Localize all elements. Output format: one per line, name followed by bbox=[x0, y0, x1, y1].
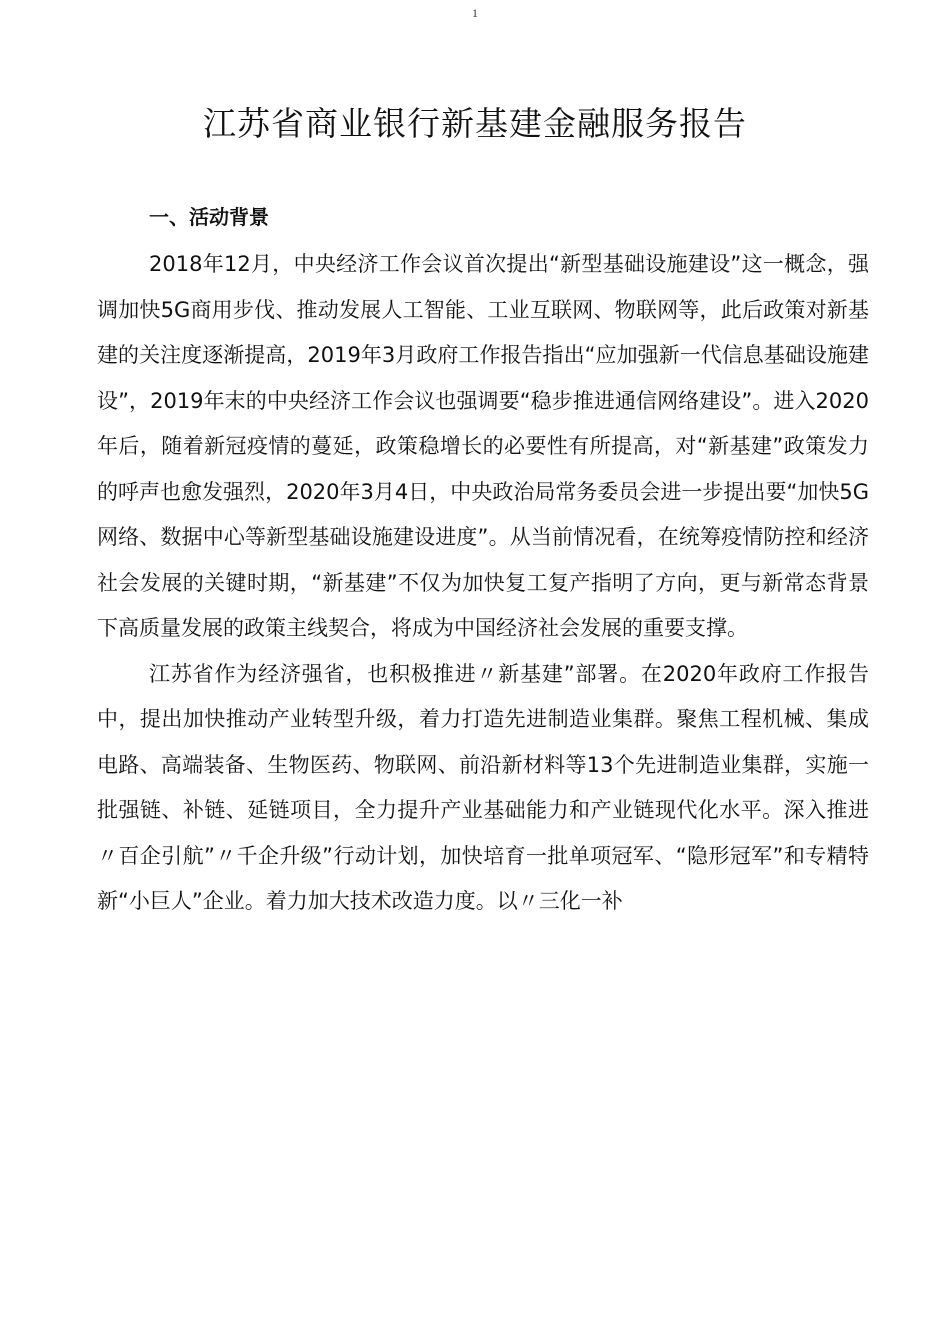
page-number: 1 bbox=[472, 6, 478, 20]
document-body bbox=[97, 198, 869, 925]
body-paragraph: 江苏省作为经济强省，也积极推进〃新基建”部署。在2020年政府工作报告中，提出加快推动产业转型升级，着力打造先进制造业集群。聚焦工程机械、集成电路、高端装备、生物医药、物联网、前沿新材料等13个先进制造业集群，实施一批强链、补链、延链项目，全力提升产业基础能力和产业链现代化水平。深入推进〃百企引航”〃千企升级”行动计划，加快培育一批单项冠军、“隐形冠军”和专精特新“小巨人”企业。着力加大技术改造力度。以〃三化一补 bbox=[97, 661, 869, 913]
body-paragraph: 2018年12月，中央经济工作会议首次提出“新型基础设施建设”这一概念，强调加快5G商用步伐、推动发展人工智能、工业互联网、物联网等，此后政策对新基建的关注度逐渐提高，2019年3月政府工作报告指出“应加强新一代信息基础设施建设”，2019年末的中央经济工作会议也强调要“稳步推进通信网络建设”。进入2020年后，随着新冠疫情的蔓延，政策稳增长的必要性有所提高，对“新基建”政策发力的呼声也愈发强烈，2020年3月4日，中央政治局常务委员会进一步提出要“加快5G网络、数据中心等新型基础设施建设进度”。从当前情况看，在统筹疫情防控和经济社会发展的关键时期，“新基建”不仅为加快复工复产指明了方向，更与新常态背景下高质量发展的政策主线契合，将成为中国经济社会发展的重要支撑。 bbox=[97, 252, 869, 640]
document-title: 江苏省商业银行新基建金融服务报告 bbox=[203, 104, 747, 143]
section-heading: 一、活动背景 bbox=[149, 205, 269, 229]
